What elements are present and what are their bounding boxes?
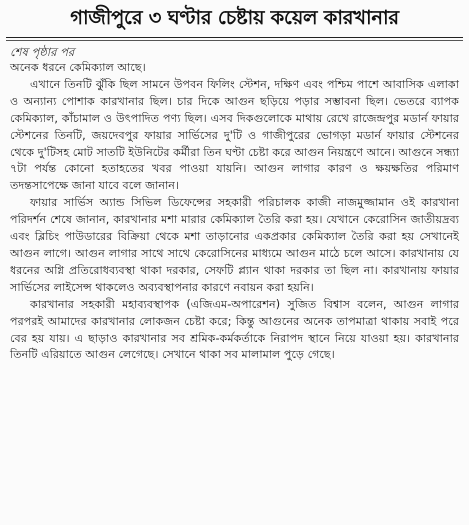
headline-rule bbox=[6, 37, 463, 38]
article-paragraph: ফায়ার সার্ভিস অ্যান্ড সিভিল ডিফেন্সের সহকারী পরিচালক কাজী নাজমুজ্জামান ওই কারখানা পরিদর্শন শেষে জানান, কারখানার মশা মারার কেমিক্যাল তৈরি করা হয়। যেখানে কেরোসিন জাতীয়দ্রব্য এবং ব্লিচিং পাউডারের বিক্রিয়া থেকে মশা তাড়ানোর একপ্রকার কেমিক্যাল তৈরি করা হয় সেখানেই আগুন লাগে। আগুন লাগার সাথে সাথে কেরোসিনের মাধ্যমে আগুন মাঠে চলে আসে। কারখানায় যে ধরনের অগ্নি প্রতিরোধব্যবস্থা থাকা দরকার, সেফটি প্ল্যান থাকা দরকার তা ছিল না। কারখানায় ফায়ার সার্ভিসের লাইসেন্স থাকলেও অব্যবস্থাপনার কারণে নবায়ন করা হয়নি। bbox=[10, 196, 459, 294]
article-paragraph: কারখানার সহকারী মহাব্যবস্থাপক (এজিএম-অপারেশন) সুজিত বিশ্বাস বলেন, আগুন লাগার পরপরই আমাদের কারখানার লোকজন চেষ্টা করে; কিন্তু আগুনের অনেক তাপমাত্রা থাকায় সবাই পরে বের হয় যায়। এ ছাড়াও কারখানার সব শ্রমিক-কর্মকর্তাকে নিরাপদ স্থানে নিয়ে যাওয়া হয়। কারখানার তিনটি এরিয়াতে আগুন লেগেছে। সেখানে থাকা সব মালামাল পুড়ে গেছে। bbox=[10, 297, 459, 362]
article-body bbox=[10, 60, 459, 364]
article-paragraph: অনেক ধরনে কেমিক্যাল আছে। bbox=[10, 61, 146, 74]
headline-rule-thin bbox=[6, 40, 463, 41]
article-headline: গাজীপুরে ৩ ঘণ্টার চেষ্টায় কয়েল কারখানার bbox=[70, 6, 399, 29]
continuation-label: শেষ পৃষ্ঠার পর bbox=[10, 45, 75, 59]
article-paragraph: এখানে তিনটি ঝুঁকি ছিল সামনে উপবন ফিলিং স্টেশন, দক্ষিণ এবং পশ্চিম পাশে আবাসিক এলাকা ও অন্যান্য পোশাক কারখানার ছিল। চার দিকে আগুন ছড়িয়ে পড়ার সম্ভাবনা ছিল। ভেতরে ব্যাপক কেমিক্যাল, কাঁচামাল ও উৎপাদিত পণ্য ছিল। এসব দিকগুলোকে মাথায় রেখে রাজেন্দ্রপুর মডার্ন ফায়ার স্টেশনের তিনটি, জয়দেবপুর ফায়ার সার্ভিসের দু'টি ও গাজীপুরের ভোগড়া মডার্ন ফায়ার স্টেশনের থেকে দু'টিসহ মোট সাতটি ইউনিটের কর্মীরা তিন ঘণ্টা চেষ্টা করে আগুন নিয়ন্ত্রণে আনে। আগুনে সন্ধ্যা ৭টা পর্যন্ত কোনো হতাহতের খবর পাওয়া যায়নি। আগুন লাগার কারণ ও ক্ষয়ক্ষতির পরিমাণ তদন্তসাপেক্ষে জানা যাবে বলে জানান। bbox=[10, 77, 459, 193]
